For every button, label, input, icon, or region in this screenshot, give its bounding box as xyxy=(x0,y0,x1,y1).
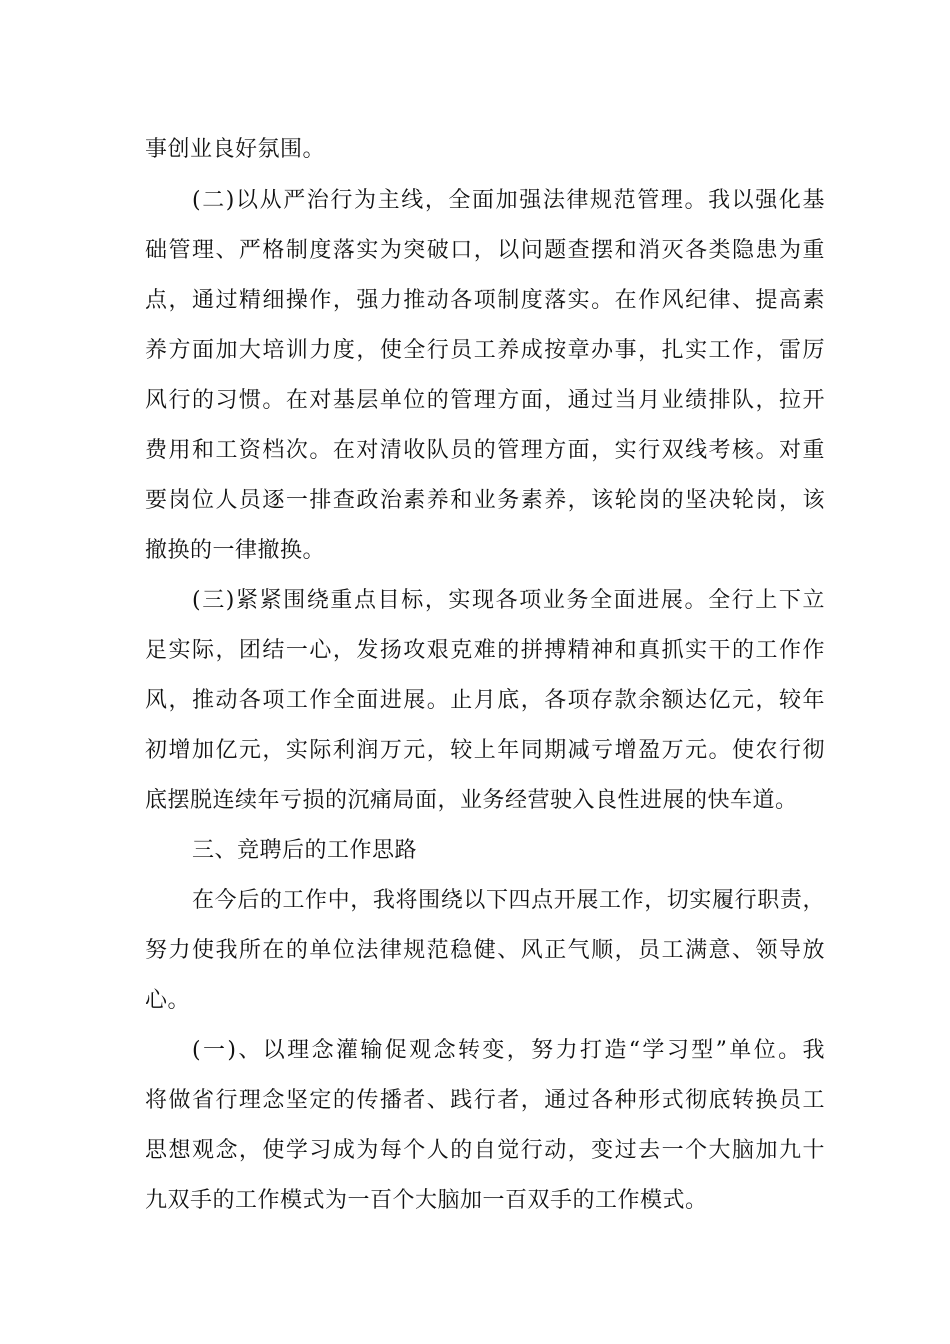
text-line: 础管理、严格制度落实为突破口，以问题查摆和消灭各类隐患为重 xyxy=(145,238,825,263)
section-heading: 三、竞聘后的工作思路 xyxy=(192,838,418,863)
text-line: 九双手的工作模式为一百个大脑加一百双手的工作模式。 xyxy=(145,1188,708,1213)
text-line: 在今后的工作中，我将围绕以下四点开展工作，切实履行职责， xyxy=(192,888,825,913)
text-line: 事创业良好氛围。 xyxy=(145,137,326,162)
text-line: 努力使我所在的单位法律规范稳健、风正气顺，员工满意、领导放 xyxy=(145,938,825,963)
text-line: 养方面加大培训力度，使全行员工养成按章办事，扎实工作，雷厉 xyxy=(145,338,825,363)
text-line: 足实际，团结一心，发扬攻艰克难的拼搏精神和真抓实干的工作作 xyxy=(145,638,825,663)
paragraph-1-heading-line: (一)、以理念灌输促观念转变，努力打造“学习型”单位。我 xyxy=(192,1038,825,1063)
text-line: 初增加亿元，实际利润万元，较上年同期减亏增盈万元。使农行彻 xyxy=(145,738,825,763)
text-line: 点，通过精细操作，强力推动各项制度落实。在作风纪律、提高素 xyxy=(145,288,825,313)
text-line: 风行的习惯。在对基层单位的管理方面，通过当月业绩排队，拉开 xyxy=(145,388,825,413)
text-line: 底摆脱连续年亏损的沉痛局面，业务经营驶入良性进展的快车道。 xyxy=(145,788,798,813)
text-line: 费用和工资档次。在对清收队员的管理方面，实行双线考核。对重 xyxy=(145,438,825,463)
text-line: 要岗位人员逐一排查政治素养和业务素养，该轮岗的坚决轮岗，该 xyxy=(145,488,825,513)
text-line: 将做省行理念坚定的传播者、践行者，通过各种形式彻底转换员工 xyxy=(145,1088,825,1113)
paragraph-2-heading-line: (二)以从严治行为主线，全面加强法律规范管理。我以强化基 xyxy=(192,188,825,213)
text-line: 思想观念，使学习成为每个人的自觉行动，变过去一个大脑加九十 xyxy=(145,1138,825,1163)
text-line: 心。 xyxy=(145,988,191,1013)
text-line: 风，推动各项工作全面进展。止月底，各项存款余额达亿元，较年 xyxy=(145,688,825,713)
text-line: 撤换的一律撤换。 xyxy=(145,538,326,563)
paragraph-3-heading-line: (三)紧紧围绕重点目标，实现各项业务全面进展。全行上下立 xyxy=(192,588,825,613)
